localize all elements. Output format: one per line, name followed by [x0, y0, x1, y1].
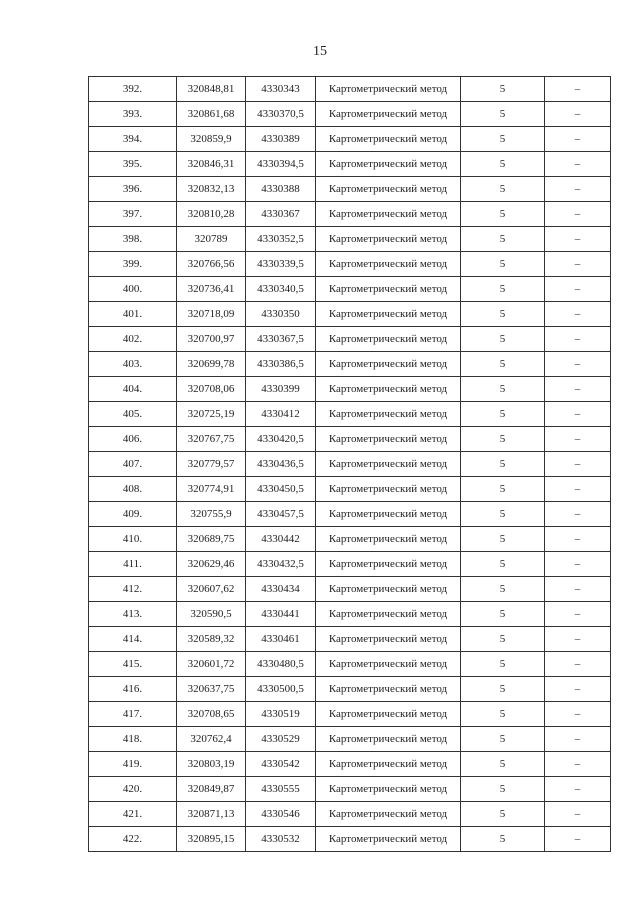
- accuracy-cell: 5: [461, 202, 545, 227]
- x-coordinate-cell: 320589,32: [177, 627, 246, 652]
- accuracy-cell: 5: [461, 377, 545, 402]
- note-cell: –: [545, 752, 611, 777]
- note-cell: –: [545, 352, 611, 377]
- accuracy-cell: 5: [461, 327, 545, 352]
- table-row: [89, 127, 611, 152]
- x-coordinate-cell: 320725,19: [177, 402, 246, 427]
- x-coordinate-cell: 320774,91: [177, 477, 246, 502]
- method-cell: Картометрический метод: [316, 502, 461, 527]
- accuracy-cell: 5: [461, 252, 545, 277]
- coordinates-table-body: [89, 77, 611, 852]
- table-row: [89, 602, 611, 627]
- y-coordinate-cell: 4330555: [246, 777, 316, 802]
- point-number-cell: 410.: [89, 527, 177, 552]
- method-cell: Картометрический метод: [316, 552, 461, 577]
- point-number-cell: 408.: [89, 477, 177, 502]
- y-coordinate-cell: 4330519: [246, 702, 316, 727]
- accuracy-cell: 5: [461, 802, 545, 827]
- x-coordinate-cell: 320590,5: [177, 602, 246, 627]
- page-number: 15: [313, 44, 327, 59]
- accuracy-cell: 5: [461, 102, 545, 127]
- y-coordinate-cell: 4330412: [246, 402, 316, 427]
- method-cell: Картометрический метод: [316, 277, 461, 302]
- note-cell: –: [545, 502, 611, 527]
- method-cell: Картометрический метод: [316, 127, 461, 152]
- accuracy-cell: 5: [461, 227, 545, 252]
- table-row: [89, 802, 611, 827]
- y-coordinate-cell: 4330389: [246, 127, 316, 152]
- accuracy-cell: 5: [461, 752, 545, 777]
- point-number-cell: 397.: [89, 202, 177, 227]
- x-coordinate-cell: 320810,28: [177, 202, 246, 227]
- x-coordinate-cell: 320601,72: [177, 652, 246, 677]
- method-cell: Картометрический метод: [316, 177, 461, 202]
- note-cell: –: [545, 102, 611, 127]
- x-coordinate-cell: 320689,75: [177, 527, 246, 552]
- method-cell: Картометрический метод: [316, 252, 461, 277]
- y-coordinate-cell: 4330542: [246, 752, 316, 777]
- note-cell: –: [545, 552, 611, 577]
- note-cell: –: [545, 702, 611, 727]
- point-number-cell: 407.: [89, 452, 177, 477]
- accuracy-cell: 5: [461, 452, 545, 477]
- point-number-cell: 394.: [89, 127, 177, 152]
- y-coordinate-cell: 4330340,5: [246, 277, 316, 302]
- table-row: [89, 577, 611, 602]
- x-coordinate-cell: 320766,56: [177, 252, 246, 277]
- accuracy-cell: 5: [461, 302, 545, 327]
- point-number-cell: 422.: [89, 827, 177, 852]
- table-row: [89, 427, 611, 452]
- accuracy-cell: 5: [461, 177, 545, 202]
- note-cell: –: [545, 727, 611, 752]
- point-number-cell: 419.: [89, 752, 177, 777]
- y-coordinate-cell: 4330352,5: [246, 227, 316, 252]
- accuracy-cell: 5: [461, 827, 545, 852]
- table-row: [89, 402, 611, 427]
- accuracy-cell: 5: [461, 677, 545, 702]
- table-row: [89, 227, 611, 252]
- method-cell: Картометрический метод: [316, 752, 461, 777]
- accuracy-cell: 5: [461, 577, 545, 602]
- x-coordinate-cell: 320832,13: [177, 177, 246, 202]
- note-cell: –: [545, 602, 611, 627]
- y-coordinate-cell: 4330442: [246, 527, 316, 552]
- method-cell: Картометрический метод: [316, 627, 461, 652]
- note-cell: –: [545, 377, 611, 402]
- table-row: [89, 652, 611, 677]
- method-cell: Картометрический метод: [316, 102, 461, 127]
- method-cell: Картометрический метод: [316, 577, 461, 602]
- note-cell: –: [545, 452, 611, 477]
- point-number-cell: 406.: [89, 427, 177, 452]
- point-number-cell: 421.: [89, 802, 177, 827]
- table-row: [89, 527, 611, 552]
- method-cell: Картометрический метод: [316, 777, 461, 802]
- accuracy-cell: 5: [461, 477, 545, 502]
- table-row: [89, 552, 611, 577]
- point-number-cell: 393.: [89, 102, 177, 127]
- point-number-cell: 402.: [89, 327, 177, 352]
- x-coordinate-cell: 320700,97: [177, 327, 246, 352]
- x-coordinate-cell: 320637,75: [177, 677, 246, 702]
- table-row: [89, 77, 611, 102]
- note-cell: –: [545, 152, 611, 177]
- note-cell: –: [545, 827, 611, 852]
- table-row: [89, 352, 611, 377]
- y-coordinate-cell: 4330461: [246, 627, 316, 652]
- table-row: [89, 302, 611, 327]
- method-cell: Картометрический метод: [316, 677, 461, 702]
- note-cell: –: [545, 327, 611, 352]
- accuracy-cell: 5: [461, 352, 545, 377]
- x-coordinate-cell: 320755,9: [177, 502, 246, 527]
- method-cell: Картометрический метод: [316, 77, 461, 102]
- method-cell: Картометрический метод: [316, 727, 461, 752]
- note-cell: –: [545, 302, 611, 327]
- y-coordinate-cell: 4330420,5: [246, 427, 316, 452]
- x-coordinate-cell: 320718,09: [177, 302, 246, 327]
- table-row: [89, 252, 611, 277]
- method-cell: Картометрический метод: [316, 527, 461, 552]
- accuracy-cell: 5: [461, 127, 545, 152]
- note-cell: –: [545, 427, 611, 452]
- y-coordinate-cell: 4330480,5: [246, 652, 316, 677]
- method-cell: Картометрический метод: [316, 477, 461, 502]
- note-cell: –: [545, 402, 611, 427]
- table-row: [89, 827, 611, 852]
- x-coordinate-cell: 320767,75: [177, 427, 246, 452]
- accuracy-cell: 5: [461, 502, 545, 527]
- note-cell: –: [545, 677, 611, 702]
- note-cell: –: [545, 202, 611, 227]
- accuracy-cell: 5: [461, 427, 545, 452]
- x-coordinate-cell: 320803,19: [177, 752, 246, 777]
- table-row: [89, 202, 611, 227]
- method-cell: Картометрический метод: [316, 602, 461, 627]
- y-coordinate-cell: 4330399: [246, 377, 316, 402]
- note-cell: –: [545, 802, 611, 827]
- method-cell: Картометрический метод: [316, 377, 461, 402]
- note-cell: –: [545, 227, 611, 252]
- method-cell: Картометрический метод: [316, 427, 461, 452]
- accuracy-cell: 5: [461, 402, 545, 427]
- note-cell: –: [545, 527, 611, 552]
- method-cell: Картометрический метод: [316, 402, 461, 427]
- x-coordinate-cell: 320779,57: [177, 452, 246, 477]
- x-coordinate-cell: 320861,68: [177, 102, 246, 127]
- method-cell: Картометрический метод: [316, 702, 461, 727]
- coordinates-table: [88, 76, 611, 852]
- y-coordinate-cell: 4330394,5: [246, 152, 316, 177]
- note-cell: –: [545, 177, 611, 202]
- method-cell: Картометрический метод: [316, 152, 461, 177]
- note-cell: –: [545, 777, 611, 802]
- point-number-cell: 405.: [89, 402, 177, 427]
- point-number-cell: 416.: [89, 677, 177, 702]
- y-coordinate-cell: 4330367,5: [246, 327, 316, 352]
- method-cell: Картометрический метод: [316, 802, 461, 827]
- accuracy-cell: 5: [461, 702, 545, 727]
- accuracy-cell: 5: [461, 77, 545, 102]
- point-number-cell: 420.: [89, 777, 177, 802]
- x-coordinate-cell: 320736,41: [177, 277, 246, 302]
- method-cell: Картометрический метод: [316, 352, 461, 377]
- table-row: [89, 152, 611, 177]
- note-cell: –: [545, 627, 611, 652]
- x-coordinate-cell: 320607,62: [177, 577, 246, 602]
- x-coordinate-cell: 320848,81: [177, 77, 246, 102]
- y-coordinate-cell: 4330500,5: [246, 677, 316, 702]
- note-cell: –: [545, 77, 611, 102]
- table-row: [89, 627, 611, 652]
- point-number-cell: 418.: [89, 727, 177, 752]
- point-number-cell: 400.: [89, 277, 177, 302]
- note-cell: –: [545, 577, 611, 602]
- point-number-cell: 399.: [89, 252, 177, 277]
- table-row: [89, 477, 611, 502]
- y-coordinate-cell: 4330457,5: [246, 502, 316, 527]
- accuracy-cell: 5: [461, 652, 545, 677]
- method-cell: Картометрический метод: [316, 302, 461, 327]
- accuracy-cell: 5: [461, 602, 545, 627]
- method-cell: Картометрический метод: [316, 327, 461, 352]
- note-cell: –: [545, 277, 611, 302]
- x-coordinate-cell: 320629,46: [177, 552, 246, 577]
- point-number-cell: 392.: [89, 77, 177, 102]
- y-coordinate-cell: 4330350: [246, 302, 316, 327]
- y-coordinate-cell: 4330532: [246, 827, 316, 852]
- point-number-cell: 409.: [89, 502, 177, 527]
- table-row: [89, 327, 611, 352]
- y-coordinate-cell: 4330546: [246, 802, 316, 827]
- table-row: [89, 777, 611, 802]
- accuracy-cell: 5: [461, 152, 545, 177]
- note-cell: –: [545, 477, 611, 502]
- x-coordinate-cell: 320708,06: [177, 377, 246, 402]
- y-coordinate-cell: 4330367: [246, 202, 316, 227]
- y-coordinate-cell: 4330339,5: [246, 252, 316, 277]
- note-cell: –: [545, 252, 611, 277]
- x-coordinate-cell: 320859,9: [177, 127, 246, 152]
- point-number-cell: 401.: [89, 302, 177, 327]
- point-number-cell: 396.: [89, 177, 177, 202]
- accuracy-cell: 5: [461, 777, 545, 802]
- accuracy-cell: 5: [461, 552, 545, 577]
- x-coordinate-cell: 320871,13: [177, 802, 246, 827]
- table-row: [89, 177, 611, 202]
- table-row: [89, 452, 611, 477]
- y-coordinate-cell: 4330450,5: [246, 477, 316, 502]
- y-coordinate-cell: 4330343: [246, 77, 316, 102]
- accuracy-cell: 5: [461, 627, 545, 652]
- note-cell: –: [545, 127, 611, 152]
- x-coordinate-cell: 320895,15: [177, 827, 246, 852]
- x-coordinate-cell: 320708,65: [177, 702, 246, 727]
- y-coordinate-cell: 4330441: [246, 602, 316, 627]
- method-cell: Картометрический метод: [316, 652, 461, 677]
- y-coordinate-cell: 4330436,5: [246, 452, 316, 477]
- table-row: [89, 752, 611, 777]
- x-coordinate-cell: 320849,87: [177, 777, 246, 802]
- table-row: [89, 727, 611, 752]
- y-coordinate-cell: 4330434: [246, 577, 316, 602]
- point-number-cell: 398.: [89, 227, 177, 252]
- point-number-cell: 413.: [89, 602, 177, 627]
- y-coordinate-cell: 4330432,5: [246, 552, 316, 577]
- x-coordinate-cell: 320789: [177, 227, 246, 252]
- method-cell: Картометрический метод: [316, 202, 461, 227]
- table-row: [89, 677, 611, 702]
- x-coordinate-cell: 320846,31: [177, 152, 246, 177]
- x-coordinate-cell: 320699,78: [177, 352, 246, 377]
- point-number-cell: 403.: [89, 352, 177, 377]
- y-coordinate-cell: 4330386,5: [246, 352, 316, 377]
- point-number-cell: 412.: [89, 577, 177, 602]
- table-row: [89, 702, 611, 727]
- note-cell: –: [545, 652, 611, 677]
- y-coordinate-cell: 4330388: [246, 177, 316, 202]
- y-coordinate-cell: 4330529: [246, 727, 316, 752]
- point-number-cell: 411.: [89, 552, 177, 577]
- accuracy-cell: 5: [461, 277, 545, 302]
- point-number-cell: 414.: [89, 627, 177, 652]
- x-coordinate-cell: 320762,4: [177, 727, 246, 752]
- table-row: [89, 277, 611, 302]
- method-cell: Картометрический метод: [316, 452, 461, 477]
- accuracy-cell: 5: [461, 527, 545, 552]
- point-number-cell: 404.: [89, 377, 177, 402]
- point-number-cell: 417.: [89, 702, 177, 727]
- point-number-cell: 415.: [89, 652, 177, 677]
- table-row: [89, 102, 611, 127]
- method-cell: Картометрический метод: [316, 227, 461, 252]
- point-number-cell: 395.: [89, 152, 177, 177]
- accuracy-cell: 5: [461, 727, 545, 752]
- y-coordinate-cell: 4330370,5: [246, 102, 316, 127]
- method-cell: Картометрический метод: [316, 827, 461, 852]
- table-row: [89, 377, 611, 402]
- table-row: [89, 502, 611, 527]
